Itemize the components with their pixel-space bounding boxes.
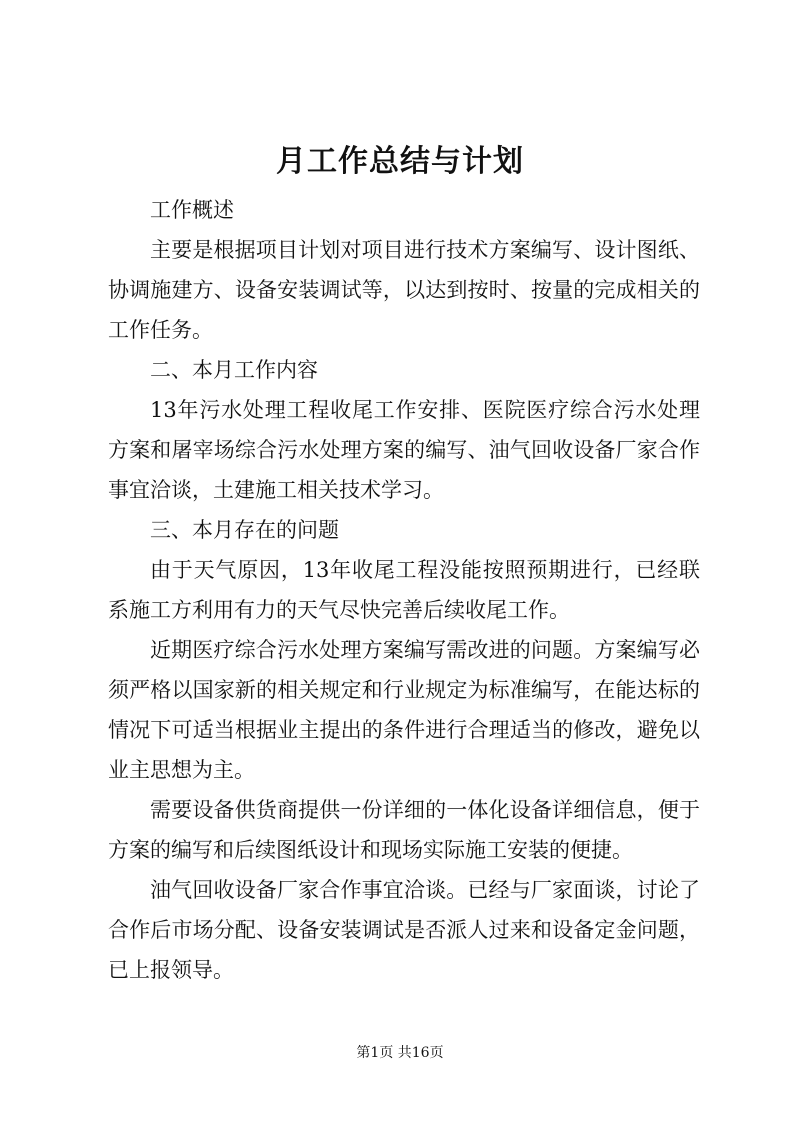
paragraph-problem-supplier: 需要设备供货商提供一份详细的一体化设备详细信息，便于方案的编写和后续图纸设计和现场实际施工安装的便捷。 [108, 798, 700, 862]
document-body [108, 190, 700, 990]
section-heading-problems: 三、本月存在的问题 [150, 518, 339, 542]
paragraph-problem-scheme: 近期医疗综合污水处理方案编写需改进的问题。方案编写必须严格以国家新的相关规定和行业规定为标准编写，在能达标的情况下可适当根据业主提出的条件进行合理适当的修改，避免以业主思想为主。 [108, 638, 700, 782]
section-heading-work-content: 二、本月工作内容 [150, 358, 318, 382]
document-title: 月工作总结与计划 [276, 144, 524, 179]
page-footer: 第1页 共16页 [356, 1045, 444, 1061]
paragraph-overview: 主要是根据项目计划对项目进行技术方案编写、设计图纸、协调施建方、设备安装调试等，以达到按时、按量的完成相关的工作任务。 [108, 238, 700, 342]
paragraph-problem-cooperation: 油气回收设备厂家合作事宜洽谈。已经与厂家面谈，讨论了合作后市场分配、设备安装调试是否派人过来和设备定金问题，已上报领导。 [108, 878, 700, 982]
paragraph-work-content: 13年污水处理工程收尾工作安排、医院医疗综合污水处理方案和屠宰场综合污水处理方案的编写、油气回收设备厂家合作事宜洽谈，土建施工相关技术学习。 [108, 398, 700, 502]
section-heading-overview: 工作概述 [150, 198, 234, 222]
paragraph-problem-weather: 由于天气原因，13年收尾工程没能按照预期进行，已经联系施工方利用有力的天气尽快完善后续收尾工作。 [108, 558, 700, 622]
